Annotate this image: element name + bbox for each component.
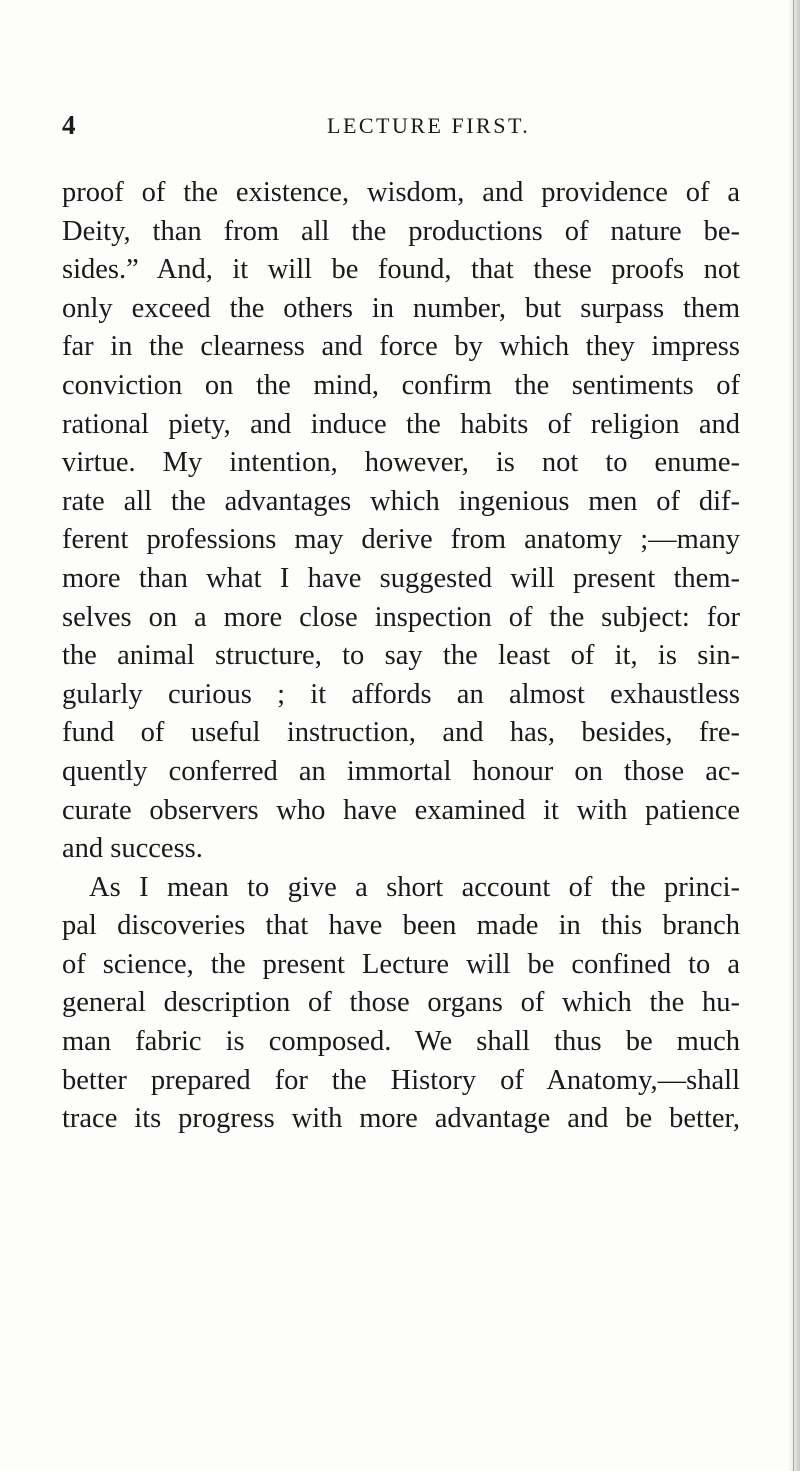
text-line: rational piety, and induce the habits of religion and [62, 408, 740, 440]
text-line: more than what I have suggested will present them- [62, 562, 740, 594]
text-line: ferent professions may derive from anatomy ;—many [62, 524, 740, 556]
text-line: quently conferred an immortal honour on those ac- [62, 755, 740, 787]
page-edge-line [793, 0, 794, 1471]
paragraph-start-line: As I mean to give a short account of the princi- [89, 871, 740, 903]
text-line: trace its progress with more advantage and be better, [62, 1103, 740, 1135]
text-line: fund of useful instruction, and has, besides, fre- [62, 717, 740, 749]
text-line: Deity, than from all the productions of nature be- [62, 215, 740, 247]
text-line: better prepared for the History of Anatomy,—shall [62, 1064, 740, 1096]
page-number: 4 [62, 110, 76, 140]
page-edge-shadow [788, 0, 800, 1471]
text-line: gularly curious ; it affords an almost exhaustless [62, 678, 740, 710]
text-line: general description of those organs of which the hu- [62, 987, 740, 1019]
text-line: man fabric is composed. We shall thus be much [62, 1026, 740, 1058]
text-line: conviction on the mind, confirm the sentiments of [62, 369, 740, 401]
body-text [62, 174, 740, 1139]
running-head: LECTURE FIRST. [327, 113, 531, 138]
text-line: of science, the present Lecture will be confined to a [62, 948, 740, 980]
text-line: virtue. My intention, however, is not to enume- [62, 447, 740, 479]
text-line: proof of the existence, wisdom, and providence of a [62, 177, 740, 208]
text-line: sides.” And, it will be found, that these proofs not [62, 254, 740, 286]
paragraph-end-line: and success. [62, 833, 203, 865]
text-line: selves on a more close inspection of the subject: for [62, 601, 740, 633]
text-line: far in the clearness and force by which they impress [62, 331, 740, 363]
text-line: rate all the advantages which ingenious men of dif- [62, 485, 740, 517]
text-line: pal discoveries that have been made in this branch [62, 910, 740, 942]
text-line: only exceed the others in number, but surpass them [62, 292, 740, 324]
text-line: curate observers who have examined it with patience [62, 794, 740, 826]
page-header [62, 110, 762, 144]
text-line: the animal structure, to say the least of it, is sin- [62, 640, 740, 672]
